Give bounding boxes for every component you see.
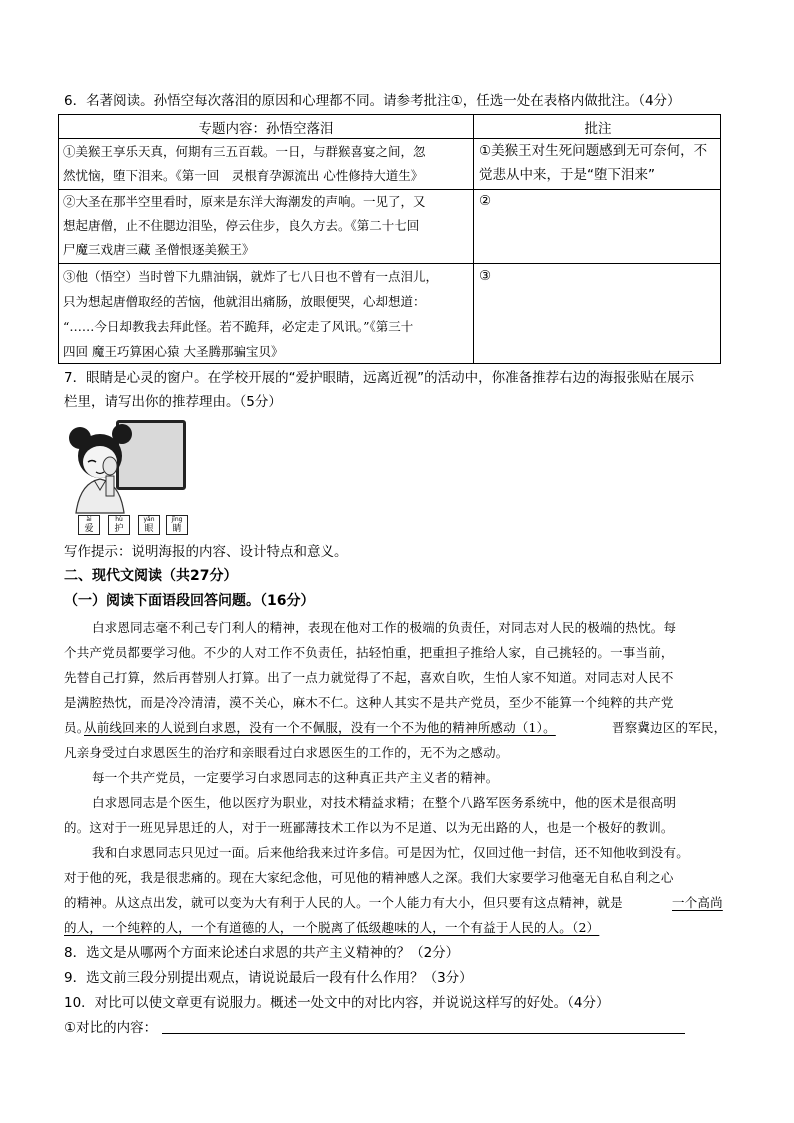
q7-prompt-line-1: 7．眼睛是心灵的窗户。在学校开展的“爱护眼睛，远离近视”的活动中，你准备推荐右边的海报张贴在展示 bbox=[64, 370, 695, 386]
table-row-1-note-line-1: ①美猴王对生死问题感到无可奈何，不 bbox=[479, 143, 708, 159]
passage-line: 晋察冀边区的军民， bbox=[612, 720, 727, 735]
poster-char-1: ài 爱 bbox=[78, 515, 100, 535]
q8-prompt: 8．选文是从哪两个方面来论述白求恩的共产主义精神的？（2分） bbox=[64, 945, 460, 961]
table-header-content: 专题内容：孙悟空落泪 bbox=[198, 121, 334, 137]
table-row-2-line-3: 尸魔三戏唐三藏 圣僧恨逐美猴王》 bbox=[63, 242, 255, 257]
passage-line: 白求恩同志毫不利己专门利人的精神，表现在他对工作的极端的负责任，对同志对人民的极端的热忱。每 bbox=[92, 620, 677, 635]
poster-char-3: yǎn 眼 bbox=[138, 515, 160, 535]
passage-line: 我和白求恩同志只见过一面。后来他给我来过许多信。可是因为忙，仅回过他一封信，还不知他收到没有。 bbox=[92, 845, 689, 860]
passage-line: 对于他的死，我是很悲痛的。现在大家纪念他，可见他的精神感人之深。我们大家要学习他毫无自私自利之心 bbox=[64, 870, 674, 885]
table-row-2-note-blank[interactable]: ② bbox=[479, 193, 492, 209]
passage-line: 员。 bbox=[64, 720, 90, 735]
table-row-1-line-1: ①美猴王享乐天真，何期有三五百载。一日，与群猴喜宴之间，忽 bbox=[63, 144, 426, 159]
table-column-divider bbox=[473, 115, 474, 363]
passage-line: 先替自己打算，然后再替别人打算。出了一点力就觉得了不起，喜欢自吹，生怕人家不知道。对同志对人民不 bbox=[64, 670, 674, 685]
section-2-part-1-title: （一）阅读下面语段回答问题。（16分） bbox=[64, 593, 315, 609]
table-row-3-note-blank[interactable]: ③ bbox=[479, 268, 492, 284]
passage-line: 每一个共产党员，一定要学习白求恩同志的这种真正共产主义者的精神。 bbox=[92, 770, 499, 785]
section-2-title: 二、现代文阅读（共27分） bbox=[64, 568, 238, 584]
table-row-2-line-1: ②大圣在那半空里看时，原来是东洋大海潮发的声响。一见了，又 bbox=[63, 194, 426, 209]
q6-title: 6．名著阅读。孙悟空每次落泪的原因和心理都不同。请参考批注①，任选一处在表格内做批注。（4分） bbox=[64, 93, 681, 109]
passage-line: 的。这对于一班见异思迁的人，对于一班鄙薄技术工作以为不足道、以为无出路的人，也是一个极好的教训。 bbox=[64, 820, 674, 835]
q10-prompt: 10．对比可以使文章更有说服力。概述一处文中的对比内容，并说说这样写的好处。（4分） bbox=[64, 995, 610, 1011]
girl-rubbing-eyes-illustration bbox=[66, 418, 190, 518]
table-row-1-note-line-2: 觉悲从中来，于是“堕下泪来” bbox=[479, 167, 655, 183]
q6-annotation-table bbox=[58, 114, 721, 364]
q9-prompt: 9．选文前三段分别提出观点，请说说最后一段有什么作用？（3分） bbox=[64, 970, 473, 986]
passage-line: 凡亲身受过白求恩医生的治疗和亲眼看过白求恩医生的工作的，无不为之感动。 bbox=[64, 745, 509, 760]
passage-line: 白求恩同志是个医生，他以医疗为职业，对技术精益求精；在整个八路军医务系统中，他的医术是很高明 bbox=[92, 795, 677, 810]
q10-answer-blank[interactable] bbox=[162, 1033, 685, 1034]
passage-line: 个共产党员都要学习他。不少的人对工作不负责任，拈轻怕重，把重担子推给人家，自己挑轻的。一事当前， bbox=[64, 645, 674, 660]
table-row-3-line-1: ③他（悟空）当时曾下九鼎油锅，就炸了七八日也不曾有一点泪儿， bbox=[63, 269, 439, 284]
poster-char-2: hù 护 bbox=[108, 515, 130, 535]
table-row-3-line-2: 只为想起唐僧取经的苦恼，他就泪出痛肠，放眼便哭，心却想道： bbox=[63, 294, 426, 309]
q10-blank-label: ①对比的内容： bbox=[64, 1020, 158, 1036]
passage-underlined-sentence-1: 从前线回来的人说到白求恩，没有一个不佩服，没有一个不为他的精神所感动（1）。 bbox=[84, 720, 556, 735]
q7-prompt-line-2: 栏里，请写出你的推荐理由。（5分） bbox=[64, 394, 282, 410]
passage-line: 的精神。从这点出发，就可以变为大有利于人民的人。一个人能力有大小，但只要有这点精神，就是 bbox=[64, 895, 623, 910]
passage-line: 是满腔热忱，而是冷冷清清，漠不关心，麻木不仁。这种人其实不是共产党员，至少不能算一个纯粹的共产党 bbox=[64, 695, 674, 710]
table-row-3-line-3: “……今日却教我去拜此怪。若不跪拜，必定走了风讯。”《第三十 bbox=[63, 319, 414, 334]
table-row-1-line-2: 然忧恼，堕下泪来。《第一回 灵根育孕源流出 心性修持大道生》 bbox=[63, 168, 424, 183]
eye-care-poster bbox=[66, 418, 190, 540]
passage-underlined-sentence-2-end: 的人，一个纯粹的人，一个有道德的人，一个脱离了低级趣味的人，一个有益于人民的人。（2） bbox=[64, 920, 600, 935]
q7-writing-hint: 写作提示：说明海报的内容、设计特点和意义。 bbox=[64, 544, 348, 560]
passage-underlined-sentence-2-start: 一个高尚 bbox=[672, 895, 723, 910]
table-header-note: 批注 bbox=[584, 121, 612, 137]
table-row-3-line-4: 四回 魔王巧算困心猿 大圣腾那骗宝贝》 bbox=[63, 344, 284, 359]
poster-char-4: jīng 睛 bbox=[166, 515, 188, 535]
table-row-2-line-2: 想起唐僧，止不住腮边泪坠，停云住步，良久方去。《第二十七回 bbox=[63, 218, 420, 233]
